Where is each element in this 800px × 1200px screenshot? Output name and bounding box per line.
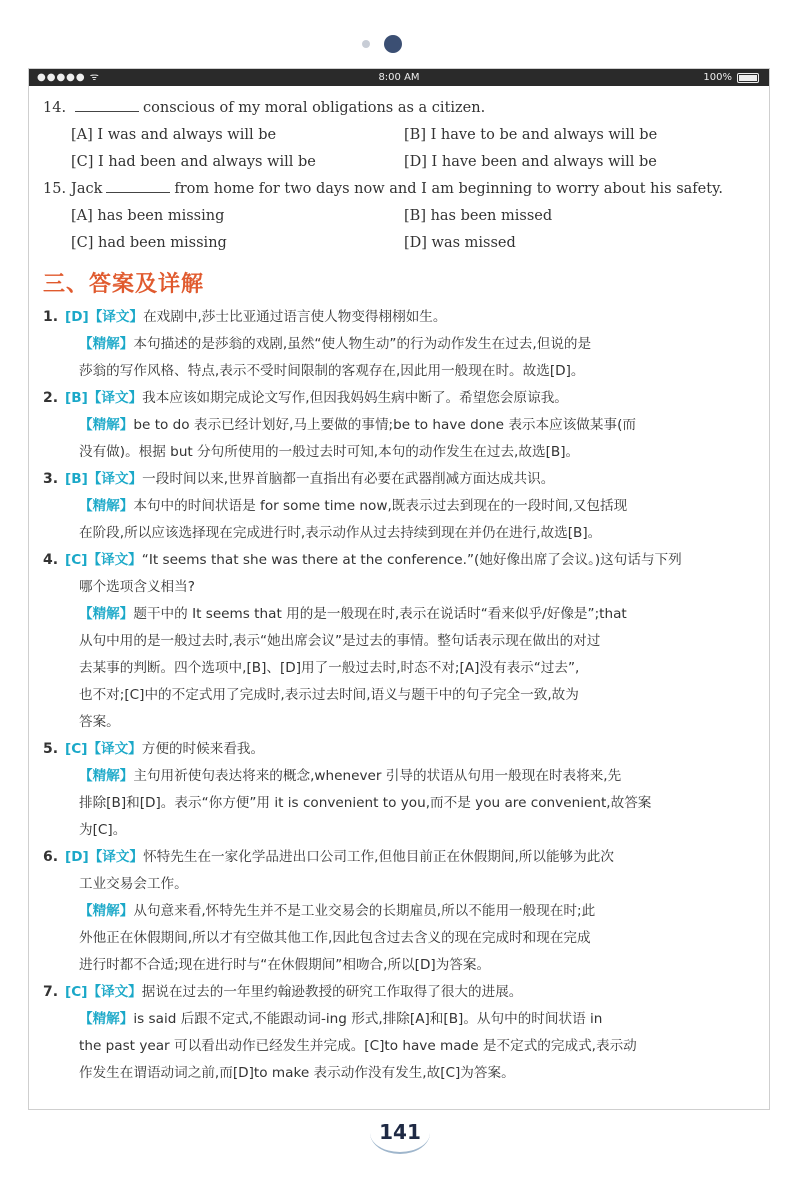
analysis-label: 【精解】	[79, 903, 134, 919]
analysis-label: 【精解】	[79, 768, 134, 784]
answer-letter: [C]	[65, 552, 88, 568]
question-pre: Jack	[71, 181, 103, 197]
translation-label: 【译文】	[88, 309, 144, 325]
answer-item	[43, 979, 755, 1087]
analysis-continued: 也不对;[C]中的不定式用了完成时,表示过去时间,语义与题干中的句子完全一致,故为	[79, 687, 579, 703]
translation-continued: 哪个选项含义相当?	[79, 579, 195, 595]
signal-icon: ●●●●● ᯤ	[37, 72, 100, 83]
answer-letter: [C]	[65, 984, 88, 1000]
question-list	[43, 95, 755, 257]
status-bar	[29, 69, 769, 86]
option-item: [D] I have been and always will be	[404, 154, 657, 170]
answer-item	[43, 304, 755, 385]
translation-text: 我本应该如期完成论文写作,但因我妈妈生病中断了。希望您会原谅我。	[142, 390, 568, 406]
answer-letter: [D]	[65, 309, 89, 325]
question-stem	[43, 95, 755, 122]
translation-label: 【译文】	[87, 471, 143, 487]
answer-number: 3.	[43, 471, 59, 487]
answer-list	[43, 304, 755, 1087]
answer-number: 4.	[43, 552, 59, 568]
translation-text: “It seems that she was there at the conference.”(她好像出席了会议。)这句话与下列	[141, 552, 682, 568]
analysis-continued: 在阶段,所以应该选择现在完成进行时,表示动作从过去持续到现在并仍在进行,故选[B]。	[79, 525, 602, 541]
option-item: [B] I have to be and always will be	[404, 127, 658, 143]
answer-item	[43, 547, 755, 736]
analysis-continued: 没有做)。根据 but 分句所使用的一般过去时可知,本句的动作发生在过去,故选[B]。	[79, 444, 580, 460]
analysis-continued: 从句中用的是一般过去时,表示“她出席会议”是过去的事情。整句话表示现在做出的对过	[79, 633, 601, 649]
analysis-continued: the past year 可以看出动作已经发生并完成。[C]to have made 是不定式的完成式,表示动	[79, 1038, 637, 1054]
option-item: [C] had been missing	[71, 235, 227, 251]
analysis-continued: 进行时都不合适;现在进行时与“在休假期间”相吻合,所以[D]为答案。	[79, 957, 491, 973]
translation-label: 【译文】	[87, 741, 142, 757]
answer-item	[43, 844, 755, 979]
status-time: 8:00 AM	[378, 72, 420, 83]
answer-number: 6.	[43, 849, 59, 865]
analysis-label: 【精解】	[79, 606, 134, 622]
analysis-continued: 排除[B]和[D]。表示“你方便”用 it is convenient to you,而不是 you are convenient,故答案	[79, 795, 652, 811]
analysis-label: 【精解】	[79, 336, 134, 352]
answer-item	[43, 466, 755, 547]
analysis-label: 【精解】	[79, 1011, 134, 1027]
analysis-continued: 外他正在休假期间,所以才有空做其他工作,因此包含过去含义的现在完成时和现在完成	[79, 930, 591, 946]
analysis-text: 本句描述的是莎翁的戏剧,虽然“使人物生动”的行为动作发生在过去,但说的是	[133, 336, 592, 352]
option-grid	[43, 203, 755, 257]
battery-icon	[737, 73, 759, 83]
translation-text: 在戏剧中,莎士比亚通过语言使人物变得栩栩如生。	[143, 309, 447, 325]
translation-label: 【译文】	[87, 984, 142, 1000]
answer-item	[43, 736, 755, 844]
battery-indicator	[703, 69, 759, 86]
analysis-text: is said 后跟不定式,不能跟动词-ing 形式,排除[A]和[B]。从句中的时间状语 in	[133, 1011, 603, 1027]
section-title: 三、答案及详解	[43, 272, 205, 297]
analysis-label: 【精解】	[79, 417, 134, 433]
analysis-text: 本句中的时间状语是 for some time now,既表示过去到现在的一段时间,又包括现	[133, 498, 628, 514]
answer-number: 7.	[43, 984, 59, 1000]
option-item: [B] has been missed	[404, 208, 553, 224]
option-grid	[43, 122, 755, 176]
question-number: 14.	[43, 100, 67, 116]
page-content	[43, 95, 755, 1087]
answer-letter: [D]	[65, 849, 89, 865]
answer-item	[43, 385, 755, 466]
translation-text: 一段时间以来,世界首脑都一直指出有必要在武器削减方面达成共识。	[142, 471, 555, 487]
question-number: 15.	[43, 181, 67, 197]
answer-number: 2.	[43, 390, 59, 406]
analysis-text: 从句意来看,怀特先生并不是工业交易会的长期雇员,所以不能用一般现在时;此	[133, 903, 596, 919]
battery-percent: 100%	[703, 72, 732, 83]
answer-number: 5.	[43, 741, 59, 757]
option-item: [A] I was and always will be	[71, 127, 277, 143]
question-stem	[43, 176, 755, 203]
answer-blank	[75, 97, 139, 112]
analysis-text: be to do 表示已经计划好,马上要做的事情;be to have done 表示本应该做某事(而	[133, 417, 636, 433]
option-item: [D] was missed	[404, 235, 516, 251]
option-item: [C] I had been and always will be	[71, 154, 316, 170]
answer-letter: [C]	[65, 741, 88, 757]
translation-label: 【译文】	[87, 552, 142, 568]
analysis-continued: 作发生在谓语动词之前,而[D]to make 表示动作没有发生,故[C]为答案。	[79, 1065, 515, 1081]
translation-text: 据说在过去的一年里约翰逊教授的研究工作取得了很大的进展。	[141, 984, 523, 1000]
answer-letter: [B]	[65, 471, 88, 487]
question-post: from home for two days now and I am beginning to worry about his safety.	[174, 181, 723, 197]
question-post: conscious of my moral obligations as a citizen.	[143, 100, 486, 116]
page-number: 141	[379, 1120, 421, 1144]
analysis-continued: 为[C]。	[79, 822, 127, 838]
answer-letter: [B]	[65, 390, 88, 406]
answer-blank	[106, 178, 170, 193]
camera-sensor	[362, 40, 370, 48]
translation-text: 方便的时候来看我。	[141, 741, 265, 757]
answer-number: 1.	[43, 309, 59, 325]
analysis-text: 题干中的 It seems that 用的是一般现在时,表示在说话时“看来似乎/好像是”;that	[133, 606, 627, 622]
tablet-screen	[28, 68, 770, 1110]
analysis-continued: 答案。	[79, 714, 120, 730]
analysis-label: 【精解】	[79, 498, 134, 514]
analysis-continued: 莎翁的写作风格、特点,表示不受时间限制的客观存在,因此用一般现在时。故选[D]。	[79, 363, 585, 379]
translation-label: 【译文】	[88, 849, 144, 865]
translation-continued: 工业交易会工作。	[79, 876, 188, 892]
option-item: [A] has been missing	[71, 208, 225, 224]
translation-label: 【译文】	[87, 390, 143, 406]
analysis-continued: 去某事的判断。四个选项中,[B]、[D]用了一般过去时,时态不对;[A]没有表示“过去”,	[79, 660, 580, 676]
front-camera	[384, 35, 402, 53]
analysis-text: 主句用祈使句表达将来的概念,whenever 引导的状语从句用一般现在时表将来,先	[133, 768, 622, 784]
translation-text: 怀特先生在一家化学品进出口公司工作,但他目前正在休假期间,所以能够为此次	[143, 849, 614, 865]
